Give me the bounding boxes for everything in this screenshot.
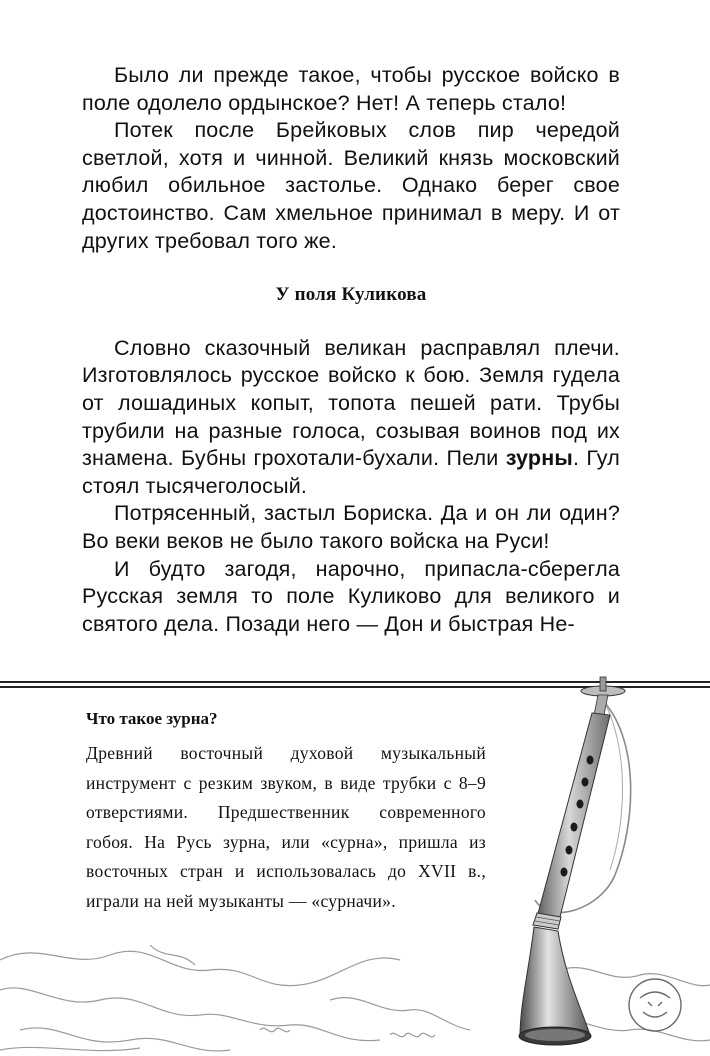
section-heading: У поля Куликова [275,284,427,306]
info-box-title: Что такое зурна? [86,709,218,728]
paragraph-text: Словно сказочный великан расправлял плечи. Изготовлялось русское войско к бою. Земля гудела от лошадиных копыт, топота пешей рати. Трубы трубили на разные голоса, созывая воинов под их знамена. Бубны грохотали-бухали. Пели [82,335,620,471]
highlighted-term: зурны [505,446,573,471]
paragraph: Потек после Брейковых слов пир чередой светлой, хотя и чинной. Великий князь московский любил обильное застолье. Однако берег свое достоинство. Сам хмельное принимал в меру. И от других требовал того же. [82,118,620,253]
paragraph-text: . Гул стоял тысячеголосый. [82,446,620,498]
paragraph: И будто загодя, нарочно, припасла-сберегла Русская земля то поле Куликово для великого и святого дела. Позади него — Дон и быстрая Не- [82,556,620,636]
info-box-text: Древний восточный духовой музыкальный инструмент с резким звуком, в виде трубки с 8–9 отверстиями. Предшественник современного гобоя. На Русь зурна, или «сурна», пришла из восточных стран и использовалась до XVII в., играли на ней музыканты — «сурначи». [86,743,486,911]
paragraph [82,335,620,501]
main-text [82,62,620,638]
paragraph: Было ли прежде такое, чтобы русское войско в поле одолело ордынское? Нет! А теперь стало! [82,63,620,115]
info-box [86,707,486,916]
paragraph: Потрясенный, застыл Бориска. Да и он ли один? Во веки веков не было такого войска на Руси! [82,501,620,553]
